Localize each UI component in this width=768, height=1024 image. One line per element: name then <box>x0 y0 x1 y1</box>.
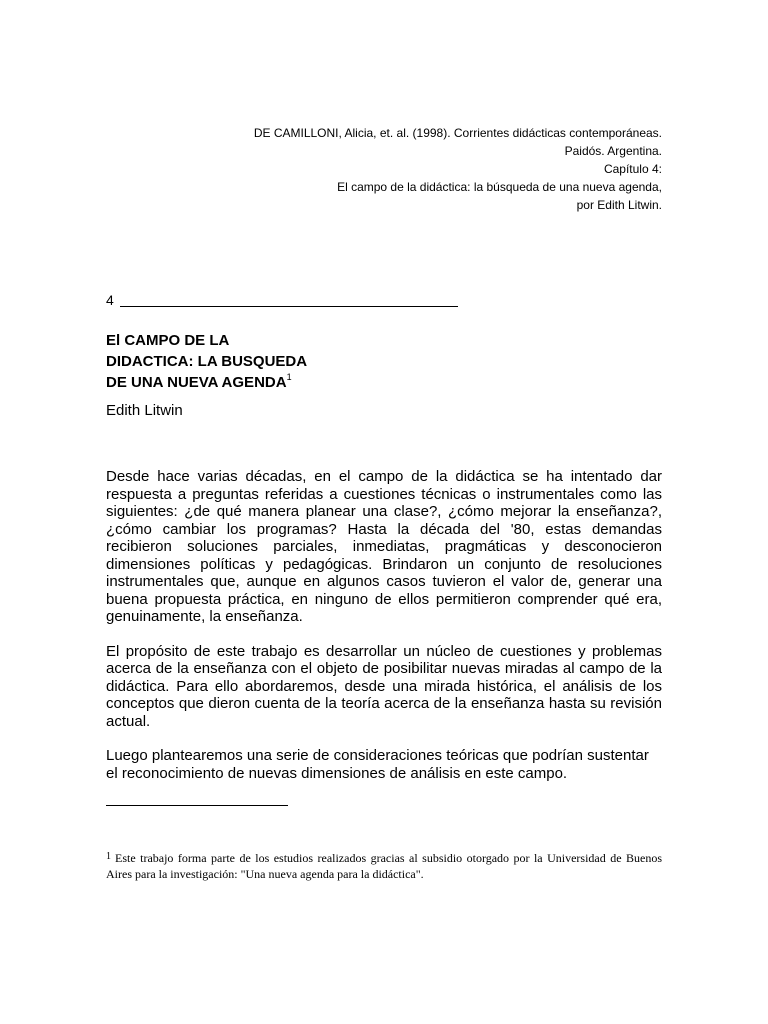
citation-line: Capítulo 4: <box>603 162 662 176</box>
footnote-text: Este trabajo forma parte de los estudios realizados gracias al subsidio otorgado por la Universidad de Buenos Aires para la investigación: "Una nueva agenda para la didáctica". <box>106 851 662 881</box>
citation-line: por Edith Litwin. <box>576 198 662 212</box>
paragraph: Desde hace varias décadas, en el campo de la didáctica se ha intentado dar respuesta a preguntas referidas a cuestiones técnicas o instrumentales como las siguientes: ¿de qué manera planear una clase?, ¿cómo mejorar la enseñanza?, ¿cómo cambiar los programas? Hasta la década del '80, estas demandas recibieron soluciones parciales, inmediatas, pragmáticas y desconocieron dimensiones políticas y pedagógicas. Brindaron un conjunto de resoluciones instrumentales que, aunque en algunos casos tuvieron el valor de, generar una buena propuesta práctica, en ninguno de ellos permitieron comprender qué era, genuinamente, la enseñanza. <box>106 468 662 625</box>
citation-header <box>102 124 662 214</box>
body-text <box>106 468 662 799</box>
paragraph: El propósito de este trabajo es desarrollar un núcleo de cuestiones y problemas acerca de la enseñanza con el objeto de posibilitar nuevas miradas al campo de la didáctica. Para ello abordaremos, desde una mirada histórica, el análisis de los conceptos que dieron cuenta de la teoría acerca de la enseñanza hasta su revisión actual. <box>106 642 662 730</box>
citation-line: DE CAMILLONI, Alicia, et. al. (1998). Corrientes didácticas contemporáneas. <box>253 126 662 140</box>
citation-line: Paidós. Argentina. <box>564 144 662 158</box>
footnote <box>106 850 662 882</box>
footnote-marker: 1 <box>106 851 111 862</box>
title-line: El CAMPO DE LA <box>106 332 230 349</box>
page-title <box>106 330 307 393</box>
title-line: DIDACTICA: LA BUSQUEDA <box>106 353 308 370</box>
paragraph: Luego plantearemos una serie de consideraciones teóricas que podrían sustentar el reconocimiento de nuevas dimensiones de análisis en este campo. <box>106 747 649 782</box>
title-line-last <box>106 372 307 393</box>
footnote-separator <box>106 805 288 806</box>
author-name: Edith Litwin <box>106 402 183 419</box>
citation-line: El campo de la didáctica: la búsqueda de una nueva agenda, <box>337 180 662 194</box>
title-footnote-marker: 1 <box>286 372 292 382</box>
title-line: DE UNA NUEVA AGENDA <box>106 374 287 391</box>
chapter-number-line <box>106 292 458 308</box>
chapter-number: 4 <box>106 292 114 308</box>
chapter-rule <box>120 306 458 307</box>
